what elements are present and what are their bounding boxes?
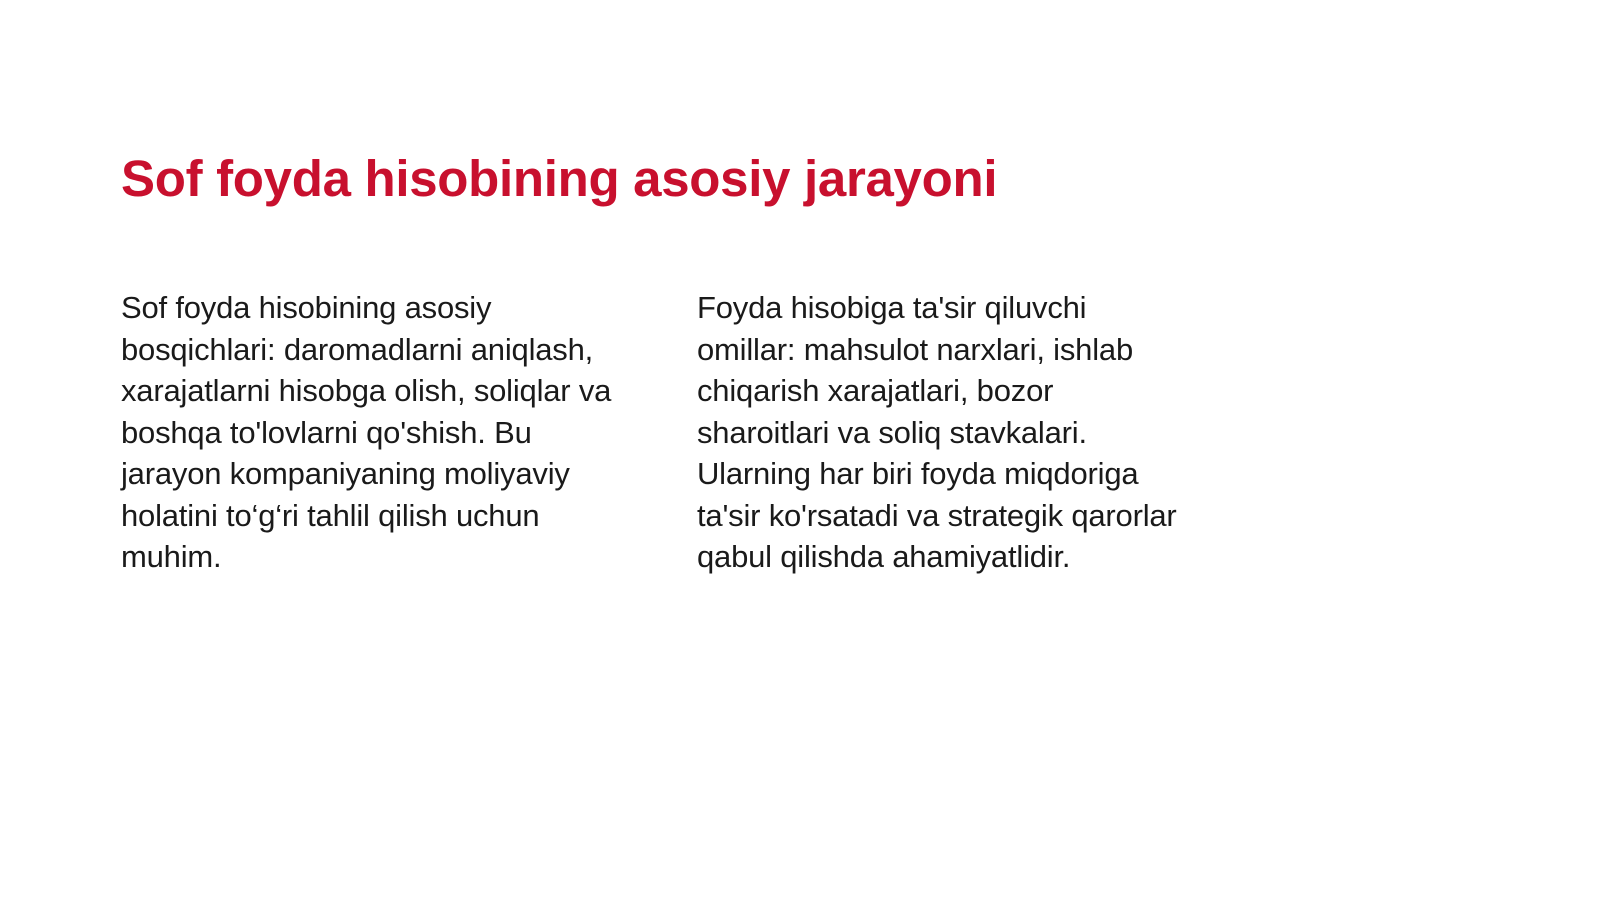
slide-title: Sof foyda hisobining asosiy jarayoni	[121, 150, 998, 207]
right-paragraph: Foyda hisobiga ta'sir qiluvchi omillar: mahsulot narxlari, ishlab chiqarish xarajatlari, bozor sharoitlari va soliq stavkalari. Ularning har biri foyda miqdoriga ta'sir ko'rsatadi va strategik qarorlar qabul qilishda ahamiyatlidir.	[697, 290, 1177, 574]
left-paragraph: Sof foyda hisobining asosiy bosqichlari: daromadlarni aniqlash, xarajatlarni hisobga olish, soliqlar va boshqa to'lovlarni qo'shish. Bu jarayon kompaniyaning moliyaviy holatini to‘g‘ri tahlil qilish uchun muhim.	[121, 290, 612, 574]
